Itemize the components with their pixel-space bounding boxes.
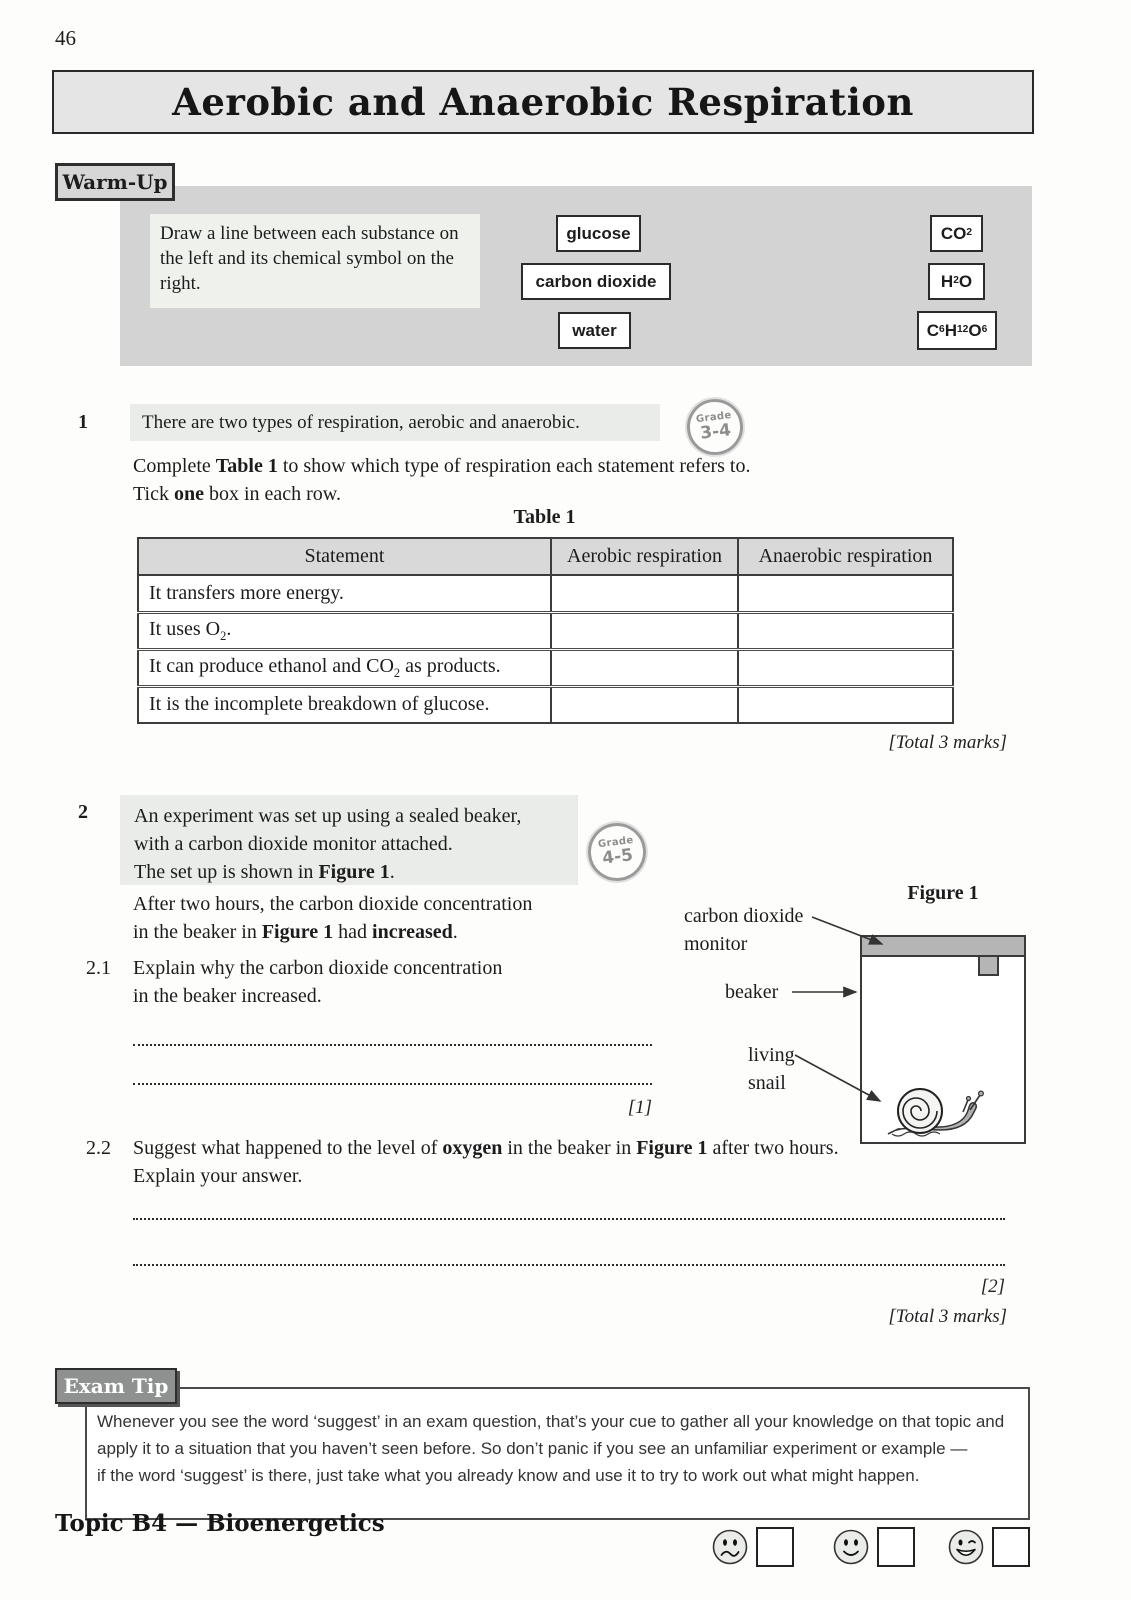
table1: [137, 537, 954, 724]
exam-tip-line1: Whenever you see the word ‘suggest’ in an exam question, that’s your cue to gather all your knowledge on that topic and: [97, 1412, 1005, 1431]
label-carbon-dioxide-monitor: carbon dioxide: [684, 905, 804, 927]
label-living-snail: living: [748, 1044, 795, 1066]
confidence-checkbox-2[interactable]: [877, 1527, 915, 1567]
table1-header-statement: Statement: [138, 538, 551, 575]
q1-task-line2: Tick one box in each row.: [133, 483, 341, 505]
q2-intro-line3: The set up is shown in Figure 1.: [134, 861, 395, 883]
title-banner: [52, 70, 1034, 134]
substance-box-water[interactable]: water: [558, 312, 631, 349]
q22-line1: Suggest what happened to the level of oxygen in the beaker in Figure 1 after two hours.: [133, 1137, 839, 1159]
exam-tip-line2: apply it to a situation that you haven’t seen before. So don’t panic if you see an unfamiliar experiment or example —: [97, 1439, 968, 1458]
table-row: [138, 612, 953, 649]
table-row: [138, 575, 953, 612]
q21-marks: [1]: [627, 1097, 652, 1118]
q21-line2: in the beaker increased.: [133, 985, 322, 1007]
tick-cell-aerobic[interactable]: [551, 612, 738, 649]
tick-cell-aerobic[interactable]: [551, 575, 738, 612]
warmup-label: Warm-Up: [55, 163, 175, 201]
q1-task-line1: Complete Table 1 to show which type of respiration each statement refers to.: [133, 455, 751, 477]
answer-line[interactable]: [133, 1218, 1005, 1220]
q2-after-line2: in the beaker in Figure 1 had increased.: [133, 921, 458, 943]
tick-cell-anaerobic[interactable]: [738, 575, 953, 612]
q22-line2: Explain your answer.: [133, 1165, 303, 1187]
q2-intro: [120, 795, 578, 885]
grade-stamp-3-4: Grade 3-4: [684, 396, 746, 458]
statement-cell: It uses $O_2$.: [138, 612, 551, 649]
q2-number: 2: [78, 801, 88, 823]
figure1-beaker-drawing: [860, 935, 1026, 1144]
tick-cell-anaerobic[interactable]: [738, 612, 953, 649]
q2-total-marks: [Total 3 marks]: [888, 1306, 1007, 1327]
snail-illustration: [880, 1082, 990, 1140]
q2-intro-line1: An experiment was set up using a sealed beaker,: [134, 805, 522, 827]
tick-cell-aerobic[interactable]: [551, 686, 738, 723]
label-living-snail-line2: snail: [748, 1072, 786, 1094]
page-title: Aerobic and Anaerobic Respiration: [172, 80, 914, 124]
q1-total-marks: [Total 3 marks]: [888, 732, 1007, 753]
symbol-box-h2o[interactable]: H 2 O: [928, 263, 985, 300]
exam-tip-box: [85, 1387, 1030, 1520]
tick-cell-aerobic[interactable]: [551, 649, 738, 686]
tick-cell-anaerobic[interactable]: [738, 649, 953, 686]
exam-tip-label: Exam Tip: [55, 1368, 177, 1404]
substance-box-glucose[interactable]: glucose: [556, 215, 641, 252]
statement-cell: It can produce ethanol and $CO_2$ as products.: [138, 649, 551, 686]
q22-number: 2.2: [86, 1137, 111, 1159]
warmup-instruction: Draw a line between each substance on the left and its chemical symbol on the right.: [150, 214, 480, 308]
label-beaker: beaker: [725, 981, 779, 1003]
q22-marks: [2]: [980, 1276, 1005, 1297]
q1-number: 1: [78, 411, 88, 433]
table-row: [138, 686, 953, 723]
table1-header-aerobic: Aerobic respiration: [551, 538, 738, 575]
label-carbon-dioxide-monitor-line2: monitor: [684, 933, 748, 955]
q21-line1: Explain why the carbon dioxide concentration: [133, 957, 503, 979]
symbol-box-c6h12o6[interactable]: C 6 H 12 O 6: [917, 311, 997, 350]
answer-line[interactable]: [133, 1044, 652, 1046]
symbol-box-co2[interactable]: CO 2: [930, 215, 983, 252]
table1-header-row: [138, 538, 953, 575]
table1-title: Table 1: [513, 506, 576, 528]
answer-line[interactable]: [133, 1083, 652, 1085]
page-number: 46: [55, 26, 76, 50]
q2-after-line1: After two hours, the carbon dioxide concentration: [133, 893, 533, 915]
smiley-neutral-icon: [833, 1529, 869, 1565]
statement-cell: It is the incomplete breakdown of glucose.: [138, 686, 551, 723]
confidence-checkbox-1[interactable]: [756, 1527, 794, 1567]
q2-intro-line2: with a carbon dioxide monitor attached.: [134, 833, 453, 855]
grade-stamp-4-5: Grade 4-5: [585, 820, 650, 885]
smiley-happy-icon: [948, 1529, 984, 1565]
co2-monitor-probe: [978, 957, 999, 976]
q1-intro: There are two types of respiration, aerobic and anaerobic.: [130, 404, 660, 441]
answer-line[interactable]: [133, 1264, 1005, 1266]
substance-box-carbon-dioxide[interactable]: carbon dioxide: [521, 263, 671, 300]
figure1-title: Figure 1: [907, 882, 979, 904]
co2-monitor-lid: [862, 937, 1024, 957]
table1-header-anaerobic: Anaerobic respiration: [738, 538, 953, 575]
smiley-sad-icon: [712, 1529, 748, 1565]
confidence-checkbox-3[interactable]: [992, 1527, 1030, 1567]
footer-topic: Topic B4 — Bioenergetics: [55, 1510, 385, 1537]
table-row: [138, 649, 953, 686]
q21-number: 2.1: [86, 957, 111, 979]
exam-tip-line3: if the word ‘suggest’ is there, just take what you already know and use it to try to work out what might happen.: [97, 1466, 920, 1485]
tick-cell-anaerobic[interactable]: [738, 686, 953, 723]
statement-cell: It transfers more energy.: [138, 575, 551, 612]
